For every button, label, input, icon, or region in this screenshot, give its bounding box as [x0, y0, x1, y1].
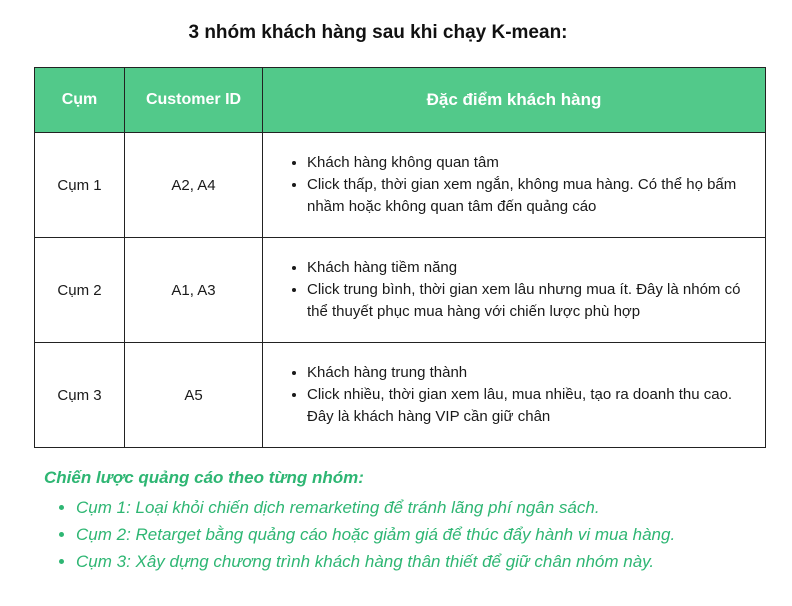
- table-header-row: [35, 68, 766, 133]
- characteristics-cell: [263, 238, 766, 343]
- characteristics-cell: [263, 133, 766, 238]
- header-customer-id: Customer ID: [125, 68, 263, 133]
- characteristics-list: [269, 362, 755, 428]
- strategy-heading: Chiến lược quảng cáo theo từng nhóm:: [44, 468, 364, 487]
- strategy-item: • Cụm 2: Retarget bằng quảng cáo hoặc giảm giá để thúc đẩy hành vi mua hàng.: [76, 521, 784, 548]
- cluster-cell: Cụm 2: [35, 238, 125, 343]
- table-row: [35, 133, 766, 238]
- characteristic-item: • Khách hàng tiềm năng: [307, 257, 755, 279]
- characteristic-item: • Click trung bình, thời gian xem lâu nhưng mua ít. Đây là nhóm có thể thuyết phục mua hàng với chiến lược phù hợp: [307, 279, 755, 323]
- strategy-section: [44, 468, 784, 575]
- characteristic-item: • Khách hàng không quan tâm: [307, 152, 755, 174]
- header-characteristics: Đặc điểm khách hàng: [263, 68, 766, 133]
- table-row: [35, 238, 766, 343]
- customer-id-cell: A1, A3: [125, 238, 263, 343]
- characteristics-list: [269, 257, 755, 323]
- cluster-cell: Cụm 3: [35, 343, 125, 448]
- customer-id-cell: A2, A4: [125, 133, 263, 238]
- cluster-table: [34, 67, 766, 448]
- page-title: 3 nhóm khách hàng sau khi chạy K-mean:: [188, 22, 568, 43]
- characteristic-item: • Click nhiều, thời gian xem lâu, mua nhiều, tạo ra doanh thu cao. Đây là khách hàng VIP cần giữ chân: [307, 384, 755, 428]
- strategy-item: • Cụm 3: Xây dựng chương trình khách hàng thân thiết để giữ chân nhóm này.: [76, 548, 784, 575]
- strategy-list: [44, 494, 784, 575]
- header-cluster: Cụm: [35, 68, 125, 133]
- strategy-item: • Cụm 1: Loại khỏi chiến dịch remarketing để tránh lãng phí ngân sách.: [76, 494, 784, 521]
- characteristics-list: [269, 152, 755, 218]
- characteristic-item: • Click thấp, thời gian xem ngắn, không mua hàng. Có thể họ bấm nhầm hoặc không quan tâm đến quảng cáo: [307, 174, 755, 218]
- table-row: [35, 343, 766, 448]
- characteristics-cell: [263, 343, 766, 448]
- cluster-cell: Cụm 1: [35, 133, 125, 238]
- customer-id-cell: A5: [125, 343, 263, 448]
- characteristic-item: • Khách hàng trung thành: [307, 362, 755, 384]
